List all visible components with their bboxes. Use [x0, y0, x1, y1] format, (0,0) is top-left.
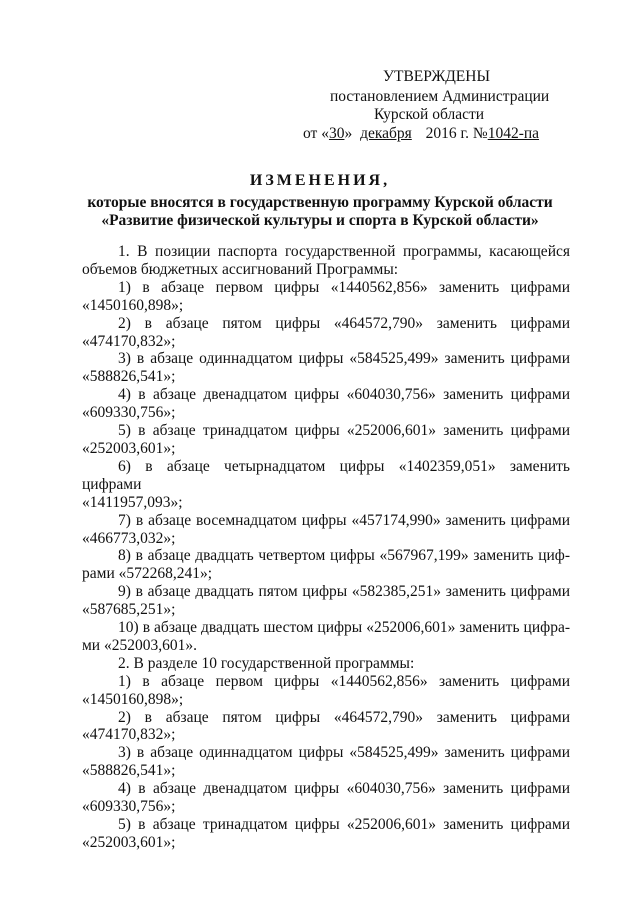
- date-day: 30: [328, 125, 345, 142]
- paragraph-item: [82, 780, 570, 816]
- paragraph-continuation: «587685,251»;: [82, 601, 176, 619]
- paragraph-item: [82, 673, 570, 709]
- paragraph-item: [82, 619, 570, 655]
- paragraph-first-line: 2) в абзаце пятом цифры «464572,790» заменить цифрами: [118, 314, 570, 332]
- approval-date-line: [303, 125, 539, 143]
- paragraph-first-line: 5) в абзаце тринадцатом цифры «252006,601» заменить цифрами: [118, 816, 570, 833]
- paragraph-continuation: «609330,756»;: [82, 798, 176, 816]
- paragraph-item: [82, 422, 570, 458]
- paragraph-item: [82, 709, 570, 745]
- paragraph-first-line: 4) в абзаце двенадцатом цифры «604030,756» заменить цифрами: [118, 780, 570, 798]
- heading-title: ИЗМЕНЕНИЯ,: [249, 172, 391, 189]
- paragraph-first-line: 10) в абзаце двадцать шестом цифры «252006,601» заменить цифра-: [118, 619, 570, 637]
- paragraph-item: [82, 655, 570, 673]
- paragraph-item: [82, 458, 570, 512]
- paragraph-first-line: 3) в абзаце одиннадцатом цифры «584525,499» заменить цифрами: [118, 350, 570, 368]
- paragraph-first-line: 2. В разделе 10 государственной программы:: [118, 654, 415, 672]
- paragraph-first-line: 1) в абзаце первом цифры «1440562,856» заменить цифрами: [118, 672, 570, 690]
- paragraph-item: [82, 547, 570, 583]
- paragraph-continuation: «474170,832»;: [82, 726, 176, 744]
- approval-line-2: постановлением Администрации: [330, 88, 550, 105]
- heading-line-1: которые вносятся в государственную программу Курской области: [87, 194, 553, 211]
- date-prefix: от «: [303, 125, 329, 142]
- paragraph-first-line: 6) в абзаце четырнадцатом цифры «1402359,051» заменить цифрами: [82, 457, 570, 493]
- paragraph-first-line: 7) в абзаце восемнадцатом цифры «457174,990» заменить цифрами: [118, 511, 570, 529]
- paragraph-continuation: объемов бюджетных ассигнований Программы:: [82, 260, 399, 278]
- paragraph-continuation: «588826,541»;: [82, 368, 176, 386]
- heading-line-2: «Развитие физической культуры и спорта в Курской области»: [101, 212, 539, 229]
- paragraph-continuation: «252003,601»;: [82, 833, 176, 851]
- paragraph-continuation: «1411957,093»;: [82, 493, 183, 511]
- paragraph-first-line: 1. В позиции паспорта государственной программы, касающейся: [118, 243, 570, 260]
- paragraph-continuation: «1450160,898»;: [82, 690, 184, 708]
- paragraph-continuation: «466773,032»;: [82, 529, 176, 547]
- paragraph-first-line: 5) в абзаце тринадцатом цифры «252006,601» заменить цифрами: [118, 422, 570, 440]
- paragraph-item: [82, 512, 570, 548]
- body-text: [82, 243, 570, 852]
- paragraph-continuation: «474170,832»;: [82, 332, 176, 350]
- paragraph-item: [82, 350, 570, 386]
- date-month: декабря: [360, 125, 412, 142]
- date-year: 2016 г. №: [425, 125, 488, 142]
- approval-title: УТВЕРЖДЕНЫ: [383, 68, 490, 85]
- paragraph-item: [82, 583, 570, 619]
- paragraph-continuation: «252003,601»;: [82, 439, 176, 457]
- paragraph-continuation: «588826,541»;: [82, 762, 176, 780]
- date-mid: »: [344, 125, 353, 142]
- paragraph-item: [82, 744, 570, 780]
- paragraph-continuation: рами «572268,241»;: [82, 565, 213, 583]
- paragraph-item: [82, 315, 570, 351]
- paragraph-first-line: 9) в абзаце двадцать пятом цифры «582385,251» заменить цифрами: [118, 583, 570, 601]
- paragraph-first-line: 2) в абзаце пятом цифры «464572,790» заменить цифрами: [118, 708, 570, 726]
- document-number: 1042-па: [487, 125, 540, 142]
- paragraph-first-line: 3) в абзаце одиннадцатом цифры «584525,499» заменить цифрами: [118, 744, 570, 762]
- paragraph-continuation: «1450160,898»;: [82, 296, 184, 314]
- paragraph-continuation: «609330,756»;: [82, 404, 176, 422]
- paragraph-continuation: ми «252003,601».: [82, 636, 197, 654]
- paragraph-item: [82, 243, 570, 279]
- paragraph-item: [82, 279, 570, 315]
- paragraph-first-line: 8) в абзаце двадцать четвертом цифры «567967,199» заменить циф-: [118, 547, 570, 565]
- paragraph-item: [82, 386, 570, 422]
- heading-block: [0, 172, 640, 230]
- approval-line-3: Курской области: [374, 106, 485, 123]
- paragraph-first-line: 1) в абзаце первом цифры «1440562,856» заменить цифрами: [118, 278, 570, 296]
- paragraph-item: [82, 816, 570, 852]
- paragraph-first-line: 4) в абзаце двенадцатом цифры «604030,756» заменить цифрами: [118, 386, 570, 404]
